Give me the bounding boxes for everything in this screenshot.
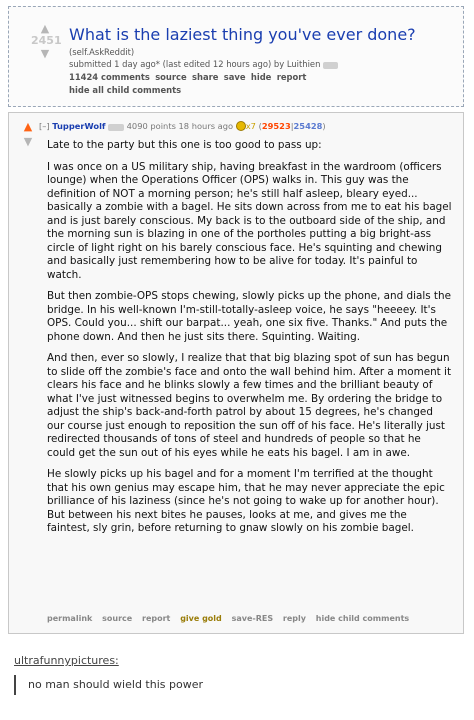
- comment-paragraph: I was once on a US military ship, having breakfast in the wardroom (officers lounge) when the Operations Officer (OPS) walks in. This guy was the definition of NOT a morning person; he's still half asleep, bleary eyed... basically a zombie with a bagel. He sits down across from me to eat his bagel and is just barely conscious. My back is to the outboard side of the ship, and the morning sun is blazing in one of the portholes putting a big bright-ass circle of light right on his barely conscious face. He's squinting and chewing and basically just remembering how to be alive for today. It's painful to watch.: [47, 160, 452, 281]
- comment-paragraph: He slowly picks up his bagel and for a moment I'm terrified at the thought that his own genius may escape him, that he may never appreciate the epic brilliance of his laziness (since he's not going to wake up for another hour). But between his next bites he pauses, looks at me, and gives me the faintest, sly grin, before returning to gnaw slowly on his zombie bagel.: [47, 468, 445, 534]
- gold-count: x7: [245, 121, 256, 131]
- give-gold-link[interactable]: give gold: [180, 614, 222, 623]
- downvote-icon[interactable]: ▼: [40, 47, 50, 60]
- comment-author[interactable]: TupperWolf: [52, 121, 106, 131]
- comment-source-link[interactable]: source: [102, 614, 133, 623]
- comment-report-link[interactable]: report: [142, 614, 171, 623]
- comment-paragraph: Late to the party but this one is too good to pass up:: [47, 139, 322, 151]
- post-actions: [69, 72, 306, 82]
- upvote-icon[interactable]: ▲: [23, 120, 33, 133]
- quote-text: no man should wield this power: [14, 675, 203, 695]
- vote-breakdown: (29523|25428): [258, 121, 326, 131]
- comment-body: [47, 139, 452, 544]
- hide-all-label: hide all child comments: [69, 85, 182, 95]
- upvote-count: 29523: [261, 121, 291, 131]
- comment-points: 4090 points 18 hours ago: [126, 121, 234, 131]
- save-res-link[interactable]: save-RES: [231, 614, 274, 623]
- permalink-link[interactable]: permalink: [47, 614, 93, 623]
- post-domain[interactable]: (self.AskReddit): [69, 47, 135, 57]
- hide-link[interactable]: hide: [250, 72, 272, 82]
- reply-link[interactable]: reply: [282, 614, 306, 623]
- gold-icon: [236, 121, 246, 131]
- post-submitted: [69, 59, 338, 69]
- save-link[interactable]: save: [223, 72, 246, 82]
- comments-link[interactable]: 11424 comments: [69, 72, 150, 82]
- post-vote: [31, 22, 62, 60]
- downvote-icon[interactable]: ▼: [23, 135, 33, 148]
- report-link[interactable]: report: [276, 72, 307, 82]
- hide-all-child-comments[interactable]: [69, 85, 181, 95]
- post-score: 2451: [31, 34, 62, 47]
- comment-paragraph: And then, ever so slowly, I realize that that big blazing spot of sun has begun to slide off the zombie's face and onto the wall behind him. After a moment it clears his face and he blinks slowly a few times and the brilliant beauty of what I've just witnessed begins to overwhelm me. By ordering the bridge to adjust the ship's back-and-forth patrol by about 15 degrees, he's changed our course just enough to reposition the sun off of his face. He's literally just redirected thousands of tons of steel and hundreds of people so that he could get the sun out of his eyes while he eats his bagel. I am in awe.: [47, 352, 452, 459]
- comment-paragraph: But then zombie-OPS stops chewing, slowly picks up the phone, and dials the bridge. In his well-known I'm-still-totally-asleep voice, he says "heeeey. It's OPS. Could you... shift our barpat... yeah, one six five. Thanks." And puts the phone down. And then he just sits there. Squinting. Waiting.: [47, 290, 451, 343]
- comment-header: [39, 121, 326, 131]
- comment: [8, 112, 464, 634]
- upvote-icon[interactable]: ▲: [40, 22, 50, 35]
- collapse-toggle[interactable]: [–]: [39, 121, 50, 131]
- source-username[interactable]: ultrafunnypictures:: [14, 654, 119, 667]
- downvote-count: 25428: [293, 121, 323, 131]
- hide-child-comments-link[interactable]: hide child comments: [315, 614, 410, 623]
- user-tag-icon: tag: [108, 124, 124, 131]
- source-link[interactable]: source: [155, 72, 187, 82]
- comment-actions: [47, 614, 416, 623]
- share-link[interactable]: share: [192, 72, 219, 82]
- flair-icon: pix: [323, 62, 338, 69]
- comment-vote: [21, 121, 35, 147]
- post-submitted-text: submitted 1 day ago* (last edited 12 hours ago) by Luithien: [69, 59, 321, 69]
- post-title[interactable]: What is the laziest thing you've ever done?: [69, 25, 416, 44]
- reddit-post: [8, 6, 464, 107]
